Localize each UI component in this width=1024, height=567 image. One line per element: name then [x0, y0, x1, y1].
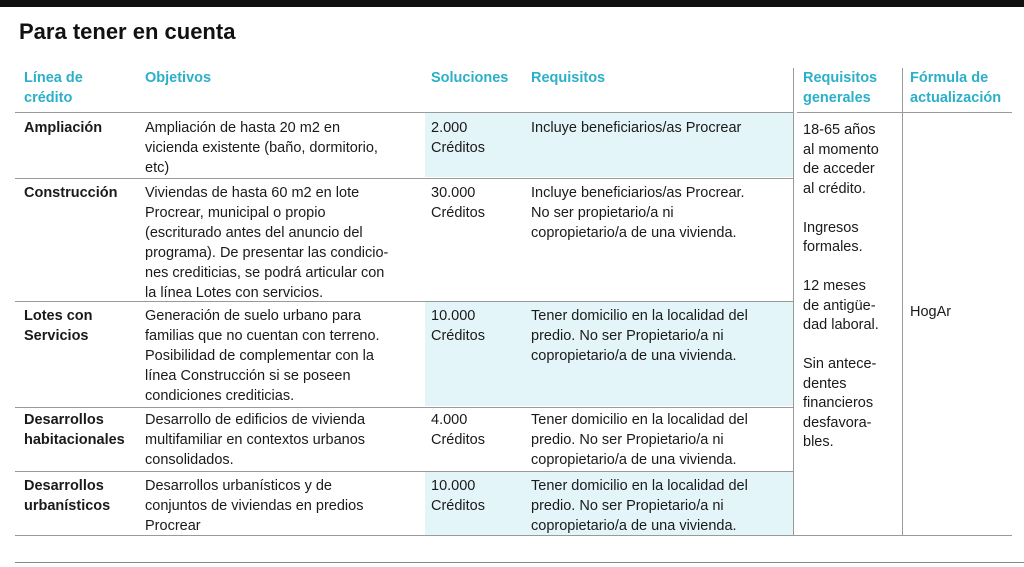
row-linea-line: habitacionales [24, 432, 125, 448]
row-soluciones-line: 4.000 [431, 412, 468, 428]
row-soluciones-line: Créditos [431, 140, 485, 156]
reqgen-line: al crédito. [803, 180, 866, 197]
row-objetivos-line: Viviendas de hasta 60 m2 en lote [145, 185, 360, 201]
row-soluciones-line: 30.000 [431, 185, 476, 201]
reqgen-line: financieros [803, 395, 874, 411]
row-objetivos [145, 306, 380, 406]
column-divider [793, 68, 794, 536]
row-requisitos [531, 183, 745, 243]
header-divider [15, 112, 793, 113]
reqgen-line: al momento [803, 141, 879, 158]
row-soluciones [431, 410, 485, 450]
row-linea-line: urbanísticos [24, 498, 111, 514]
row-soluciones-line: Créditos [431, 205, 485, 221]
column-divider [902, 68, 903, 536]
row-soluciones-line: Créditos [431, 432, 485, 448]
header-linea-line: Línea de [24, 70, 83, 86]
reqgen-line: Sin antece- [803, 356, 877, 372]
row-linea [24, 476, 110, 516]
row-soluciones [431, 306, 485, 346]
header-reqgen-line: generales [803, 90, 871, 106]
header-linea-line: crédito [24, 90, 73, 106]
header-formula [910, 68, 1001, 108]
reqgen-line: 12 meses [803, 278, 866, 294]
row-soluciones [431, 183, 485, 223]
row-linea-line: Servicios [24, 328, 89, 344]
row-objetivos-line: Procrear [145, 518, 201, 534]
row-requisitos-line: Tener domicilio en la localidad del [531, 308, 748, 324]
row-objetivos-line: etc) [145, 160, 170, 176]
row-objetivos [145, 118, 378, 178]
row-requisitos-line: copropietario/a de una vivienda. [531, 348, 737, 364]
header-requisitos-generales [803, 68, 877, 108]
row-linea [24, 306, 92, 346]
row-soluciones-line: 10.000 [431, 308, 476, 324]
row-objetivos-line: conjuntos de viviendas en predios [145, 498, 364, 514]
row-soluciones-line: 10.000 [431, 478, 476, 494]
reqgen-spacer [803, 258, 879, 278]
top-rule [0, 0, 1024, 7]
row-soluciones [431, 476, 485, 516]
row-objetivos [145, 183, 388, 303]
row-requisitos-line: copropietario/a de una vivienda. [531, 452, 737, 468]
row-divider [15, 407, 793, 408]
row-requisitos-line: predio. No ser Propietario/a ni [531, 432, 724, 448]
formula-value: HogAr [910, 304, 952, 320]
header-reqgen-line: Requisitos [803, 70, 878, 86]
header-linea [24, 68, 83, 108]
reqgen-line: bles. [803, 434, 834, 450]
row-divider [15, 178, 793, 179]
row-linea-line: Desarrollos [24, 478, 104, 494]
row-objetivos-line: Desarrollo de edificios de vivienda [145, 412, 366, 428]
row-requisitos-line: Incluye beneficiarios/as Procrear [531, 120, 742, 136]
reqgen-line: formales. [803, 239, 863, 255]
reqgen-line: de acceder [803, 161, 875, 177]
row-requisitos-line: copropietario/a de una vivienda. [531, 518, 737, 534]
row-objetivos-line: Ampliación de hasta 20 m2 en [145, 120, 341, 136]
row-requisitos [531, 410, 748, 470]
row-requisitos-line: No ser propietario/a ni [531, 205, 674, 221]
row-linea-line: Ampliación [24, 120, 103, 136]
row-requisitos [531, 476, 748, 536]
row-linea-line: Construcción [24, 185, 118, 201]
row-requisitos [531, 118, 741, 138]
row-soluciones [431, 118, 485, 158]
row-linea [24, 183, 117, 203]
row-objetivos-line: familias que no cuentan con terreno. [145, 328, 380, 344]
header-requisitos: Requisitos [531, 70, 606, 86]
row-requisitos-line: Tener domicilio en la localidad del [531, 478, 748, 494]
reqgen-line: dad laboral. [803, 317, 879, 333]
header-divider-right [797, 112, 1012, 113]
row-objetivos-line: Generación de suelo urbano para [145, 308, 362, 324]
row-objetivos-line: la línea Lotes con servicios. [145, 285, 324, 301]
row-soluciones-line: 2.000 [431, 120, 468, 136]
header-objetivos: Objetivos [145, 70, 212, 86]
row-requisitos-line: copropietario/a de una vivienda. [531, 225, 737, 241]
reqgen-spacer [803, 199, 879, 219]
header-formula-line: actualización [910, 90, 1002, 106]
reqgen-line: Ingresos [803, 219, 859, 236]
reqgen-line: 18-65 años [803, 122, 876, 138]
row-divider [15, 301, 793, 302]
row-objetivos-line: nes crediticias, se podrá articular con [145, 265, 385, 281]
row-requisitos-line: predio. No ser Propietario/a ni [531, 328, 724, 344]
row-linea-line: Lotes con [24, 308, 93, 324]
row-objetivos-line: Posibilidad de complementar con la [145, 348, 374, 364]
row-linea-line: Desarrollos [24, 412, 104, 428]
page-title: Para tener en cuenta [19, 19, 236, 44]
row-linea [24, 118, 102, 138]
row-objetivos-line: línea Construcción si se poseen [145, 368, 351, 384]
row-objetivos-line: multifamiliar en contextos urbanos [145, 432, 366, 448]
row-objetivos [145, 476, 363, 536]
row-objetivos-line: Desarrollos urbanísticos y de [145, 478, 332, 494]
row-soluciones-line: Créditos [431, 328, 485, 344]
header-formula-line: Fórmula de [910, 70, 989, 86]
row-linea [24, 410, 125, 450]
reqgen-line: de antigüe- [803, 297, 876, 314]
row-objetivos-line: vicienda existente (baño, dormitorio, [145, 140, 378, 156]
row-objetivos-line: condiciones crediticias. [145, 388, 295, 404]
row-requisitos-line: Tener domicilio en la localidad del [531, 412, 748, 428]
reqgen-spacer [803, 336, 879, 356]
reqgen-line: dentes [803, 375, 847, 392]
row-requisitos-line: predio. No ser Propietario/a ni [531, 498, 724, 514]
requisitos-generales-text [803, 121, 879, 453]
row-objetivos-line: Procrear, municipal o propio [145, 205, 326, 221]
row-objetivos [145, 410, 365, 470]
row-requisitos-line: Incluye beneficiarios/as Procrear. [531, 185, 745, 201]
row-divider [15, 471, 793, 472]
row-requisitos [531, 306, 748, 366]
row-objetivos-line: (escriturado antes del anuncio del [145, 225, 363, 241]
header-soluciones: Soluciones [431, 70, 509, 86]
row-objetivos-line: consolidados. [145, 452, 234, 468]
row-objetivos-line: programa). De presentar las condicio- [145, 245, 389, 261]
page-bottom-rule [15, 562, 1024, 563]
row-soluciones-line: Créditos [431, 498, 485, 514]
reqgen-line: desfavora- [803, 414, 872, 431]
